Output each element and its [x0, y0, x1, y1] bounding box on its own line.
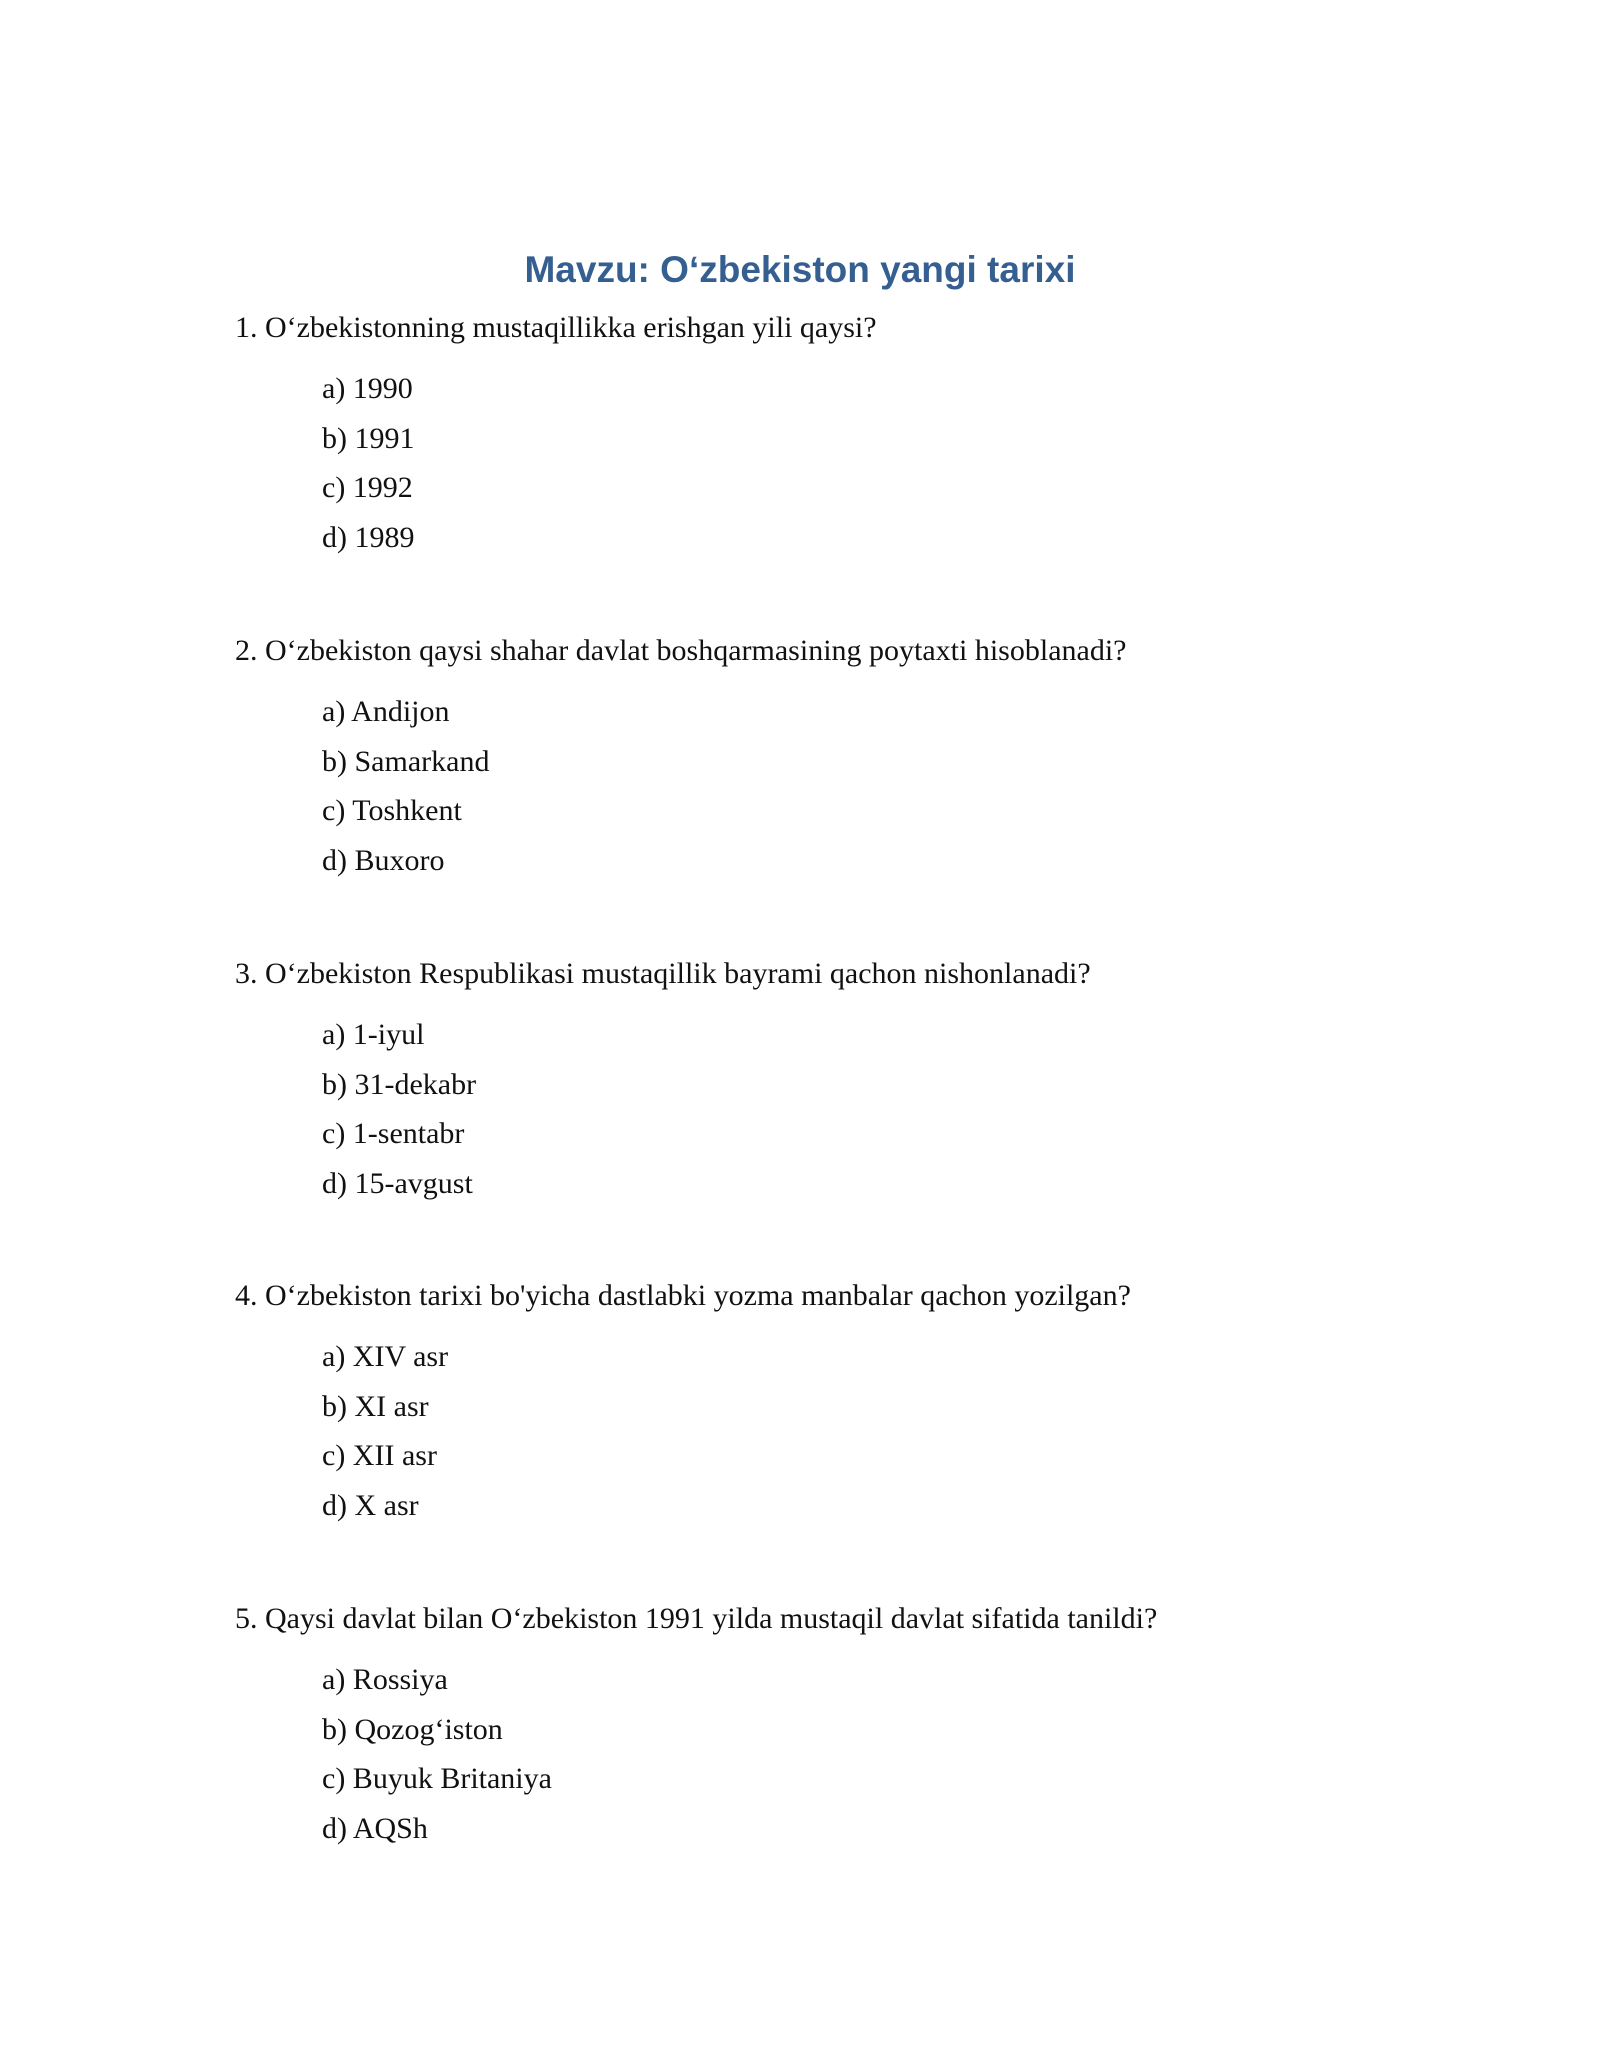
answer-option-d: d) Buxoro: [322, 843, 445, 877]
answer-option-c: c) Toshkent: [322, 794, 462, 827]
question-3: [235, 954, 1435, 1208]
answer-option-a: a) XIV asr: [322, 1340, 449, 1373]
answer-option-c: c) Buyuk Britaniya: [322, 1762, 552, 1795]
answer-option-d: d) AQSh: [322, 1811, 428, 1845]
answer-options: [235, 1655, 1435, 1853]
question-text: 4. O‘zbekiston tarixi bo'yicha dastlabki yozma manbalar qachon yozilgan?: [235, 1279, 1131, 1312]
answer-option-b: b) Qozog‘iston: [322, 1712, 503, 1746]
answer-option-d: d) 15-avgust: [322, 1166, 473, 1200]
answer-option-a: a) 1990: [322, 372, 413, 405]
answer-option-b: b) 1991: [322, 421, 415, 455]
answer-option-c: c) XII asr: [322, 1439, 437, 1472]
answer-options: [235, 1332, 1435, 1530]
answer-options: [235, 364, 1435, 562]
answer-options: [235, 1010, 1435, 1208]
question-1: [235, 308, 1435, 562]
answer-option-b: b) 31-dekabr: [322, 1067, 477, 1101]
question-text: 2. O‘zbekiston qaysi shahar davlat boshqarmasining poytaxti hisoblanadi?: [235, 634, 1127, 667]
question-4: [235, 1276, 1435, 1530]
answer-options: [235, 687, 1435, 885]
page-title: Mavzu: O‘zbekiston yangi tarixi: [524, 249, 1076, 290]
question-text: 3. O‘zbekiston Respublikasi mustaqillik bayrami qachon nishonlanadi?: [235, 957, 1091, 990]
answer-option-a: a) Rossiya: [322, 1663, 448, 1696]
answer-option-d: d) X asr: [322, 1488, 419, 1522]
answer-option-a: a) 1-iyul: [322, 1018, 425, 1051]
answer-option-c: c) 1992: [322, 471, 413, 504]
question-5: [235, 1599, 1435, 1853]
answer-option-d: d) 1989: [322, 520, 415, 554]
answer-option-b: b) Samarkand: [322, 744, 490, 778]
question-2: [235, 631, 1435, 885]
answer-option-a: a) Andijon: [322, 695, 450, 728]
answer-option-c: c) 1-sentabr: [322, 1117, 465, 1150]
question-text: 1. O‘zbekistonning mustaqillikka erishgan yili qaysi?: [235, 311, 877, 344]
answer-option-b: b) XI asr: [322, 1389, 429, 1423]
question-text: 5. Qaysi davlat bilan O‘zbekiston 1991 yilda mustaqil davlat sifatida tanildi?: [235, 1602, 1158, 1635]
